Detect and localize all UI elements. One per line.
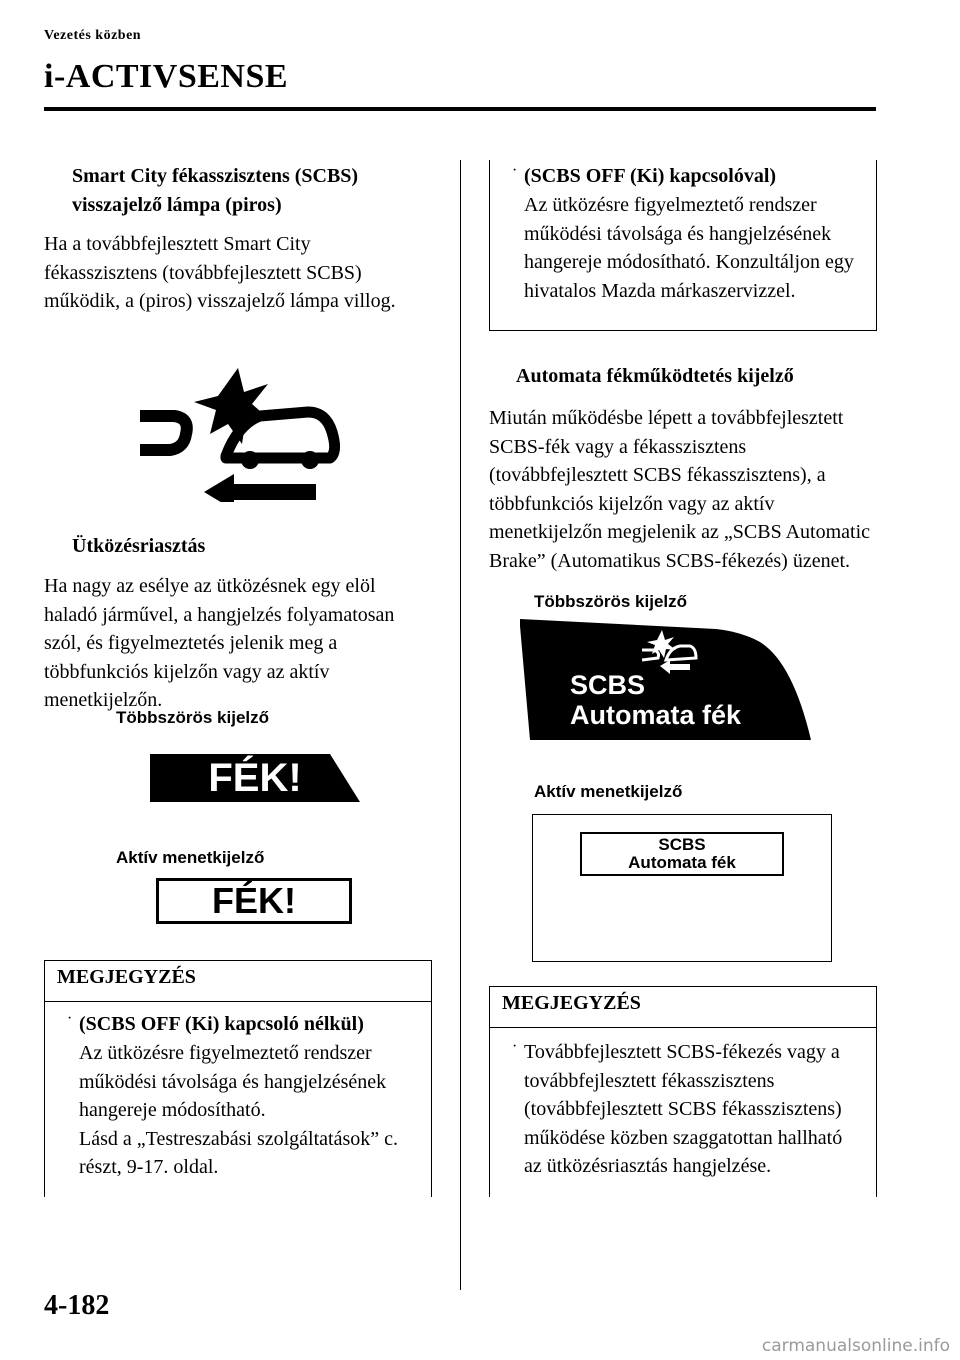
heading-auto-brake: Automata fékműködtetés kijelző: [516, 365, 794, 387]
header-rule: [44, 107, 876, 111]
column-separator: [460, 160, 461, 1290]
bullet-dot: ·: [512, 1038, 518, 1055]
watermark: carmanualsonline.info: [761, 1336, 950, 1356]
paragraph-collision-warning: Ha nagy az esélye az ütközésnek egy elöl haladó járművel, a hangjelzés folyamatosan szól, és figyelmeztetés jelenik meg a többfunkciós kijelzőn vagy az aktív menetkijelzőn.: [44, 575, 395, 711]
scbs-hud-line1: SCBS: [658, 835, 706, 854]
bullet-dot: ·: [67, 1010, 73, 1027]
section-title: Vezetés közben: [44, 28, 142, 43]
note-box-continued: [489, 160, 877, 331]
bullet-dot: ·: [512, 162, 518, 179]
caption-multi-display-right: Többszörös kijelző: [534, 592, 688, 611]
note-title-right: MEGJEGYZÉS: [490, 987, 876, 1028]
paragraph-scbs-indicator: Ha a továbbfejlesztett Smart City fékasszisztens (továbbfejlesztett SCBS) működik, a (piros) visszajelző lámpa villog.: [44, 233, 396, 312]
scbs-multi-line2: Automata fék: [570, 700, 742, 730]
scbs-hud-line2: Automata fék: [628, 853, 736, 872]
heading-collision-warning: Ütközésriasztás: [72, 535, 206, 557]
note-title-left: MEGJEGYZÉS: [45, 961, 431, 1002]
collision-warning-icon: [130, 362, 350, 502]
scbs-multi-line1: SCBS: [570, 670, 646, 700]
caption-multi-display: Többszörös kijelző: [116, 708, 270, 727]
note-bullet-text-right-2: Továbbfejlesztett SCBS-fékezés vagy a továbbfejlesztett fékasszisztens (továbbfejlesztett SCBS fékasszisztens) működése közben szaggatottan hallható az ütközésriasztás hangjelzése.: [524, 1041, 843, 1177]
fek-multi-label: FÉK!: [208, 756, 302, 800]
note-bullet-text-right: Az ütközésre figyelmeztető rendszer működési távolsága és hangjelzésének hangereje módosítható. Konzultáljon egy hivatalos Mazda márkaszervizzel.: [524, 194, 854, 302]
note-bullet-text-left: Az ütközésre figyelmeztető rendszer működési távolsága és hangjelzésének hangereje módosítható. Lásd a „Testreszabási szolgáltatások” c. részt, 9-17. oldal.: [79, 1042, 399, 1178]
note-bullet-title-right: (SCBS OFF (Ki) kapcsolóval): [524, 165, 777, 187]
note-box-left: [44, 960, 432, 1197]
paragraph-auto-brake: Miután működésbe lépett a továbbfejlesztett SCBS-fék vagy a fékasszisztens (továbbfejlesztett SCBS fékasszisztens), a többfunkciós kijelzőn vagy az aktív menetkijelzőn megjelenik az „SCBS Automatic Brake” (Automatikus SCBS-fékezés) üzenet.: [489, 407, 871, 572]
heading-scbs-indicator: Smart City fékasszisztens (SCBS) visszajelző lámpa (piros): [72, 165, 359, 216]
fek-active-label: FÉK!: [212, 880, 296, 921]
caption-active-display: Aktív menetkijelző: [116, 848, 265, 867]
note-bullet-title-left: (SCBS OFF (Ki) kapcsoló nélkül): [79, 1013, 364, 1035]
caption-active-display-right: Aktív menetkijelző: [534, 782, 683, 801]
note-box-right: [489, 986, 877, 1197]
chapter-title: i-ACTIVSENSE: [44, 58, 289, 95]
page-number: 4-182: [44, 1290, 110, 1321]
